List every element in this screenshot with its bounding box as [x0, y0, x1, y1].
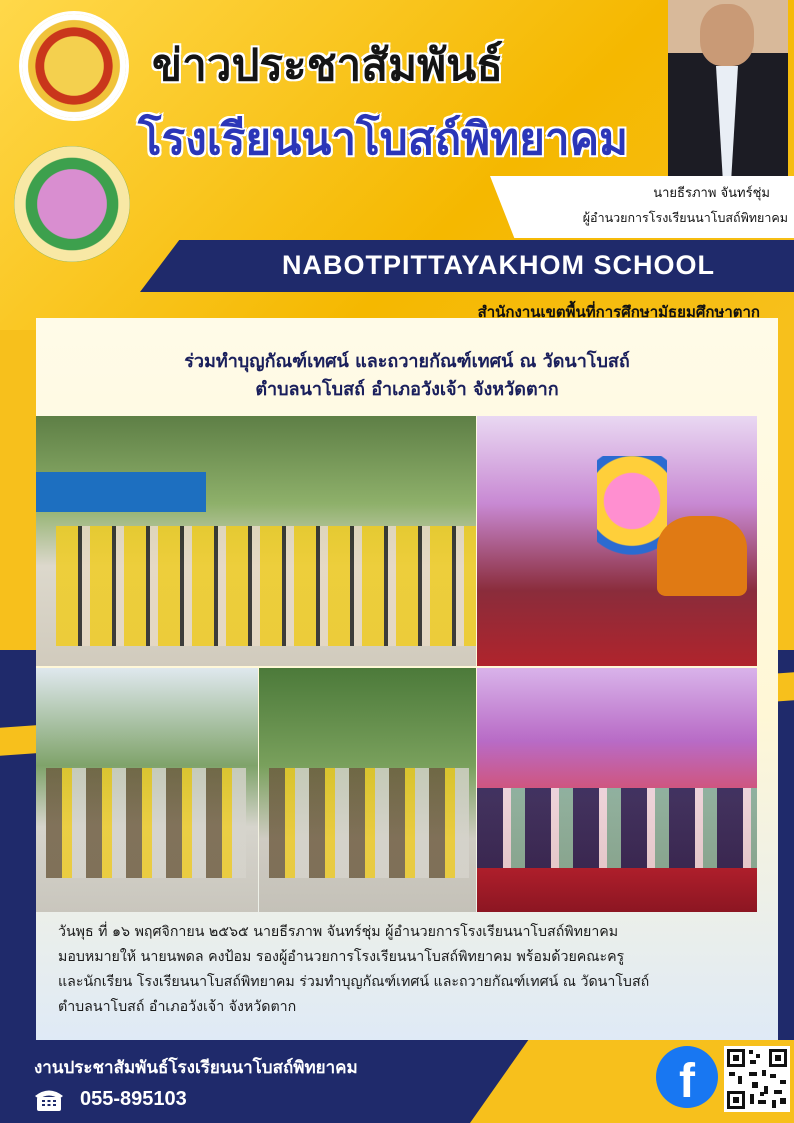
people-group: [56, 526, 476, 646]
photo-ceremony: [477, 416, 757, 666]
school-name-en: NABOTPITTAYAKHOM SCHOOL: [282, 250, 716, 280]
director-face: [700, 4, 754, 66]
body-line: และนักเรียน โรงเรียนนาโบสถ์พิทยาคม ร่วมทำบุญกัณฑ์เทศน์ และถวายกัณฑ์เทศน์ ณ วัดนาโบสถ์: [58, 974, 650, 990]
photo-teachers: [477, 668, 757, 912]
article-body: [58, 920, 758, 1020]
director-name: นายธีรภาพ จันทร์ชุ่ม: [653, 186, 770, 201]
procession-people: [46, 768, 246, 878]
headline-line2: ตำบลนาโบสถ์ อำเภอวังเจ้า จังหวัดตาก: [255, 379, 559, 400]
qr-code: [724, 1046, 790, 1112]
headline-line1: ร่วมทำบุญกัณฑ์เทศน์ และถวายกัณฑ์เทศน์ ณ วัดนาโบสถ์: [184, 351, 630, 372]
teachers-group: [477, 788, 757, 868]
ministry-logo: [22, 14, 126, 118]
photo-group: [36, 416, 476, 666]
body-line: วันพุธ ที่ ๑๖ พฤศจิกายน ๒๕๖๕ นายธีรภาพ จันทร์ชุ่ม ผู้อำนวยการโรงเรียนนาโบสถ์พิทยาคม: [58, 924, 619, 940]
school-logo: [14, 146, 130, 262]
body-line: ตำบลนาโบสถ์ อำเภอวังเจ้า จังหวัดตาก: [58, 999, 297, 1015]
tent: [36, 472, 206, 512]
monks: [657, 516, 747, 596]
director-role: ผู้อำนวยการโรงเรียนนาโบสถ์พิทยาคม: [582, 210, 788, 225]
phone-icon: [34, 1087, 64, 1113]
phone-number: 055-895103: [80, 1088, 187, 1110]
page-title: ข่าวประชาสัมพันธ์: [152, 40, 504, 91]
photo-procession-2: [259, 668, 476, 912]
procession-people: [269, 768, 469, 878]
body-line: มอบหมายให้ นายนพดล คงป้อม รองผู้อำนวยการโรงเรียนนาโบสถ์พิทยาคม พร้อมด้วยคณะครู: [58, 949, 625, 965]
school-title: โรงเรียนนาโบสถ์พิทยาคม: [138, 114, 629, 165]
photo-procession-1: [36, 668, 258, 912]
education-office: สำนักงานเขตพื้นที่การศึกษามัธยมศึกษาตาก: [477, 303, 760, 321]
facebook-letter: f: [679, 1055, 695, 1108]
pr-unit: งานประชาสัมพันธ์โรงเรียนนาโบสถ์พิทยาคม: [34, 1058, 358, 1078]
